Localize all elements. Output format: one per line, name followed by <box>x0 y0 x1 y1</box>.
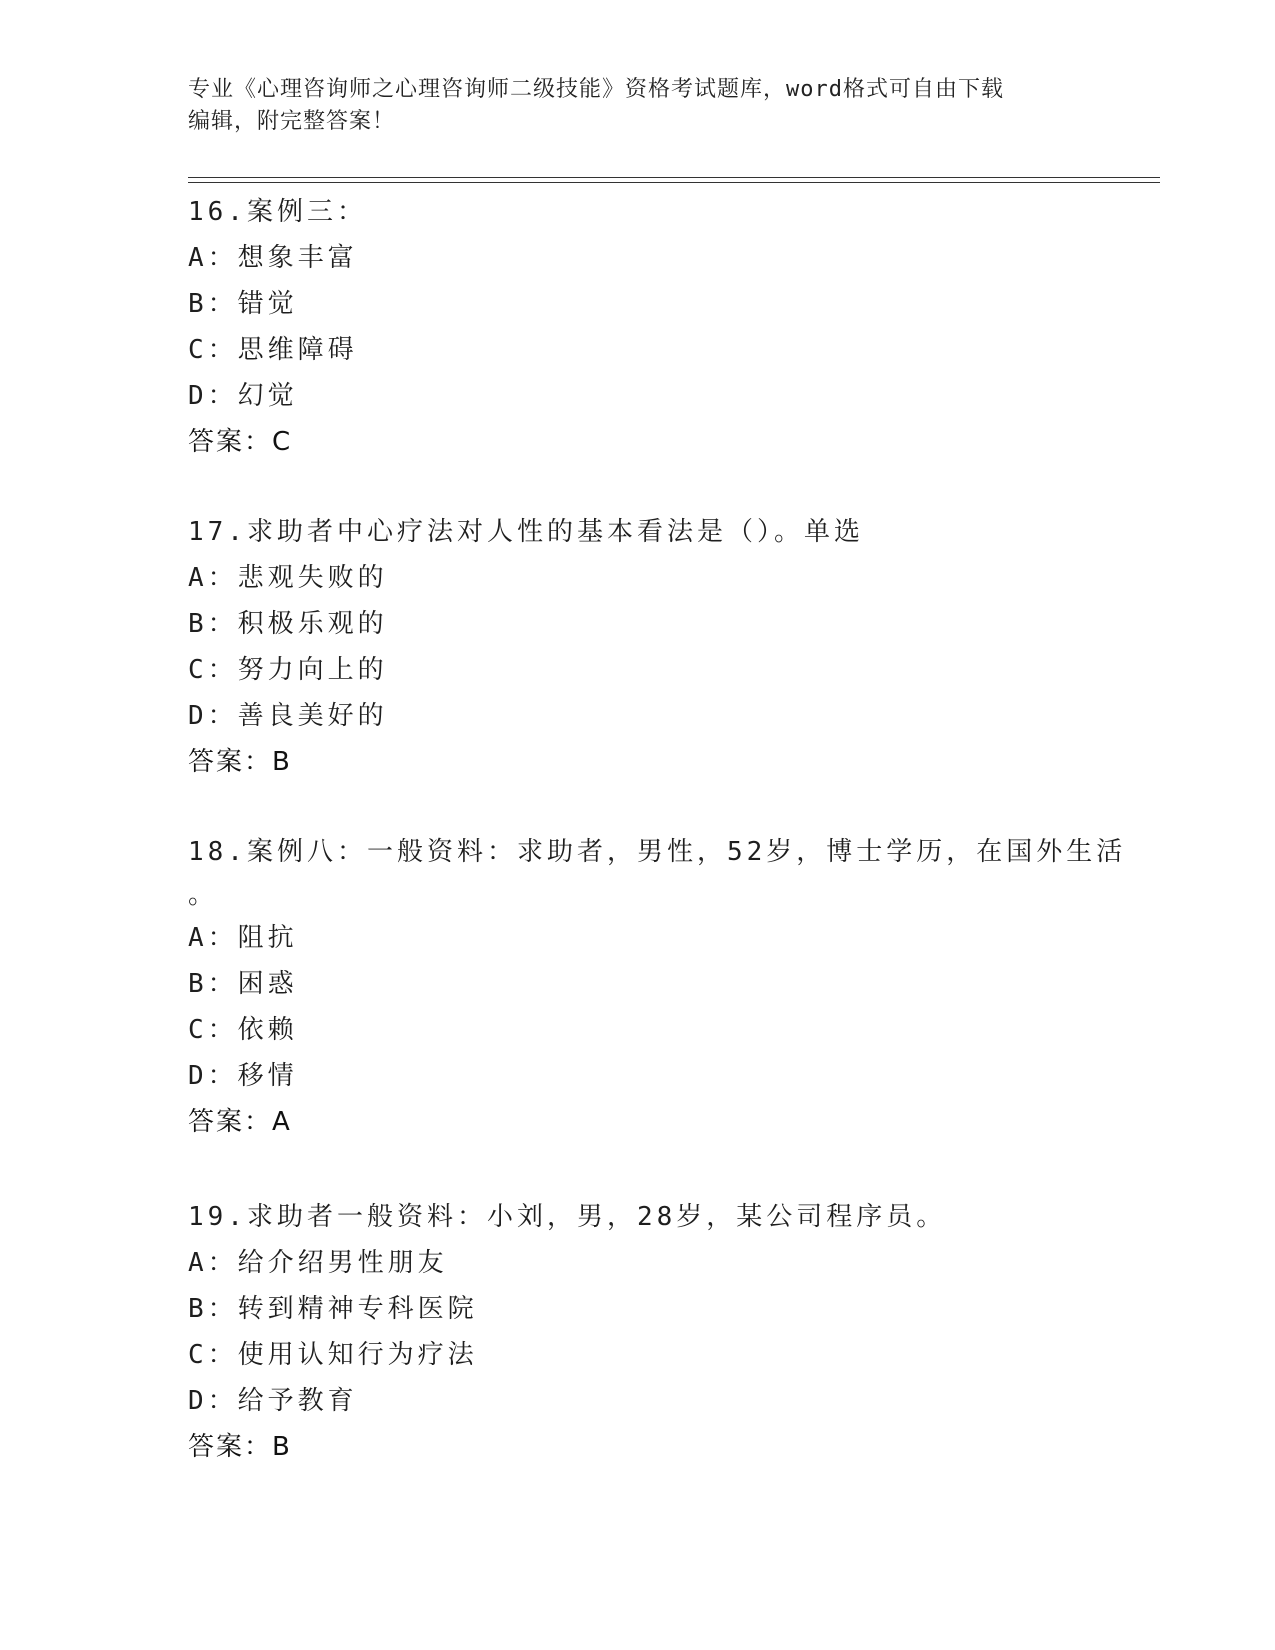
option-d: D：移情 <box>188 1061 298 1091</box>
option-c: C：努力向上的 <box>188 655 388 685</box>
question-18 <box>188 829 1127 1145</box>
answer-text: 答案：B <box>188 747 292 777</box>
header-divider-top <box>188 177 1160 178</box>
question-stem-continuation: 。 <box>188 880 219 910</box>
answer-text: 答案：A <box>188 1107 292 1137</box>
option-a: A：想象丰富 <box>188 243 358 273</box>
question-stem: 18.案例八：一般资料：求助者，男性，52岁，博士学历，在国外生活 <box>188 837 1127 867</box>
header-line-2: 编辑，附完整答案！ <box>188 109 396 134</box>
option-c: C：思维障碍 <box>188 335 358 365</box>
option-a: A：阻抗 <box>188 923 298 953</box>
option-d: D：善良美好的 <box>188 701 388 731</box>
header-line-1: 专业《心理咨询师之心理咨询师二级技能》资格考试题库，word格式可自由下载 <box>188 77 1004 102</box>
document-header <box>188 74 1088 138</box>
option-c: C：使用认知行为疗法 <box>188 1340 478 1370</box>
option-a: A：悲观失败的 <box>188 563 388 593</box>
header-divider-bottom <box>188 182 1160 183</box>
option-b: B：困惑 <box>188 969 298 999</box>
question-stem: 19.求助者一般资料：小刘，男，28岁，某公司程序员。 <box>188 1202 947 1232</box>
question-stem: 16.案例三： <box>188 197 367 227</box>
option-b: B：错觉 <box>188 289 298 319</box>
option-d: D：给予教育 <box>188 1386 358 1416</box>
option-d: D：幻觉 <box>188 381 298 411</box>
question-19 <box>188 1194 1088 1470</box>
question-stem: 17.求助者中心疗法对人性的基本看法是（）。单选 <box>188 517 864 547</box>
option-a: A：给介绍男性朋友 <box>188 1248 448 1278</box>
answer-text: 答案：C <box>188 427 293 457</box>
question-17 <box>188 509 1088 785</box>
option-c: C：依赖 <box>188 1015 298 1045</box>
option-b: B：积极乐观的 <box>188 609 388 639</box>
answer-text: 答案：B <box>188 1432 292 1462</box>
option-b: B：转到精神专科医院 <box>188 1294 478 1324</box>
question-16 <box>188 189 1088 465</box>
